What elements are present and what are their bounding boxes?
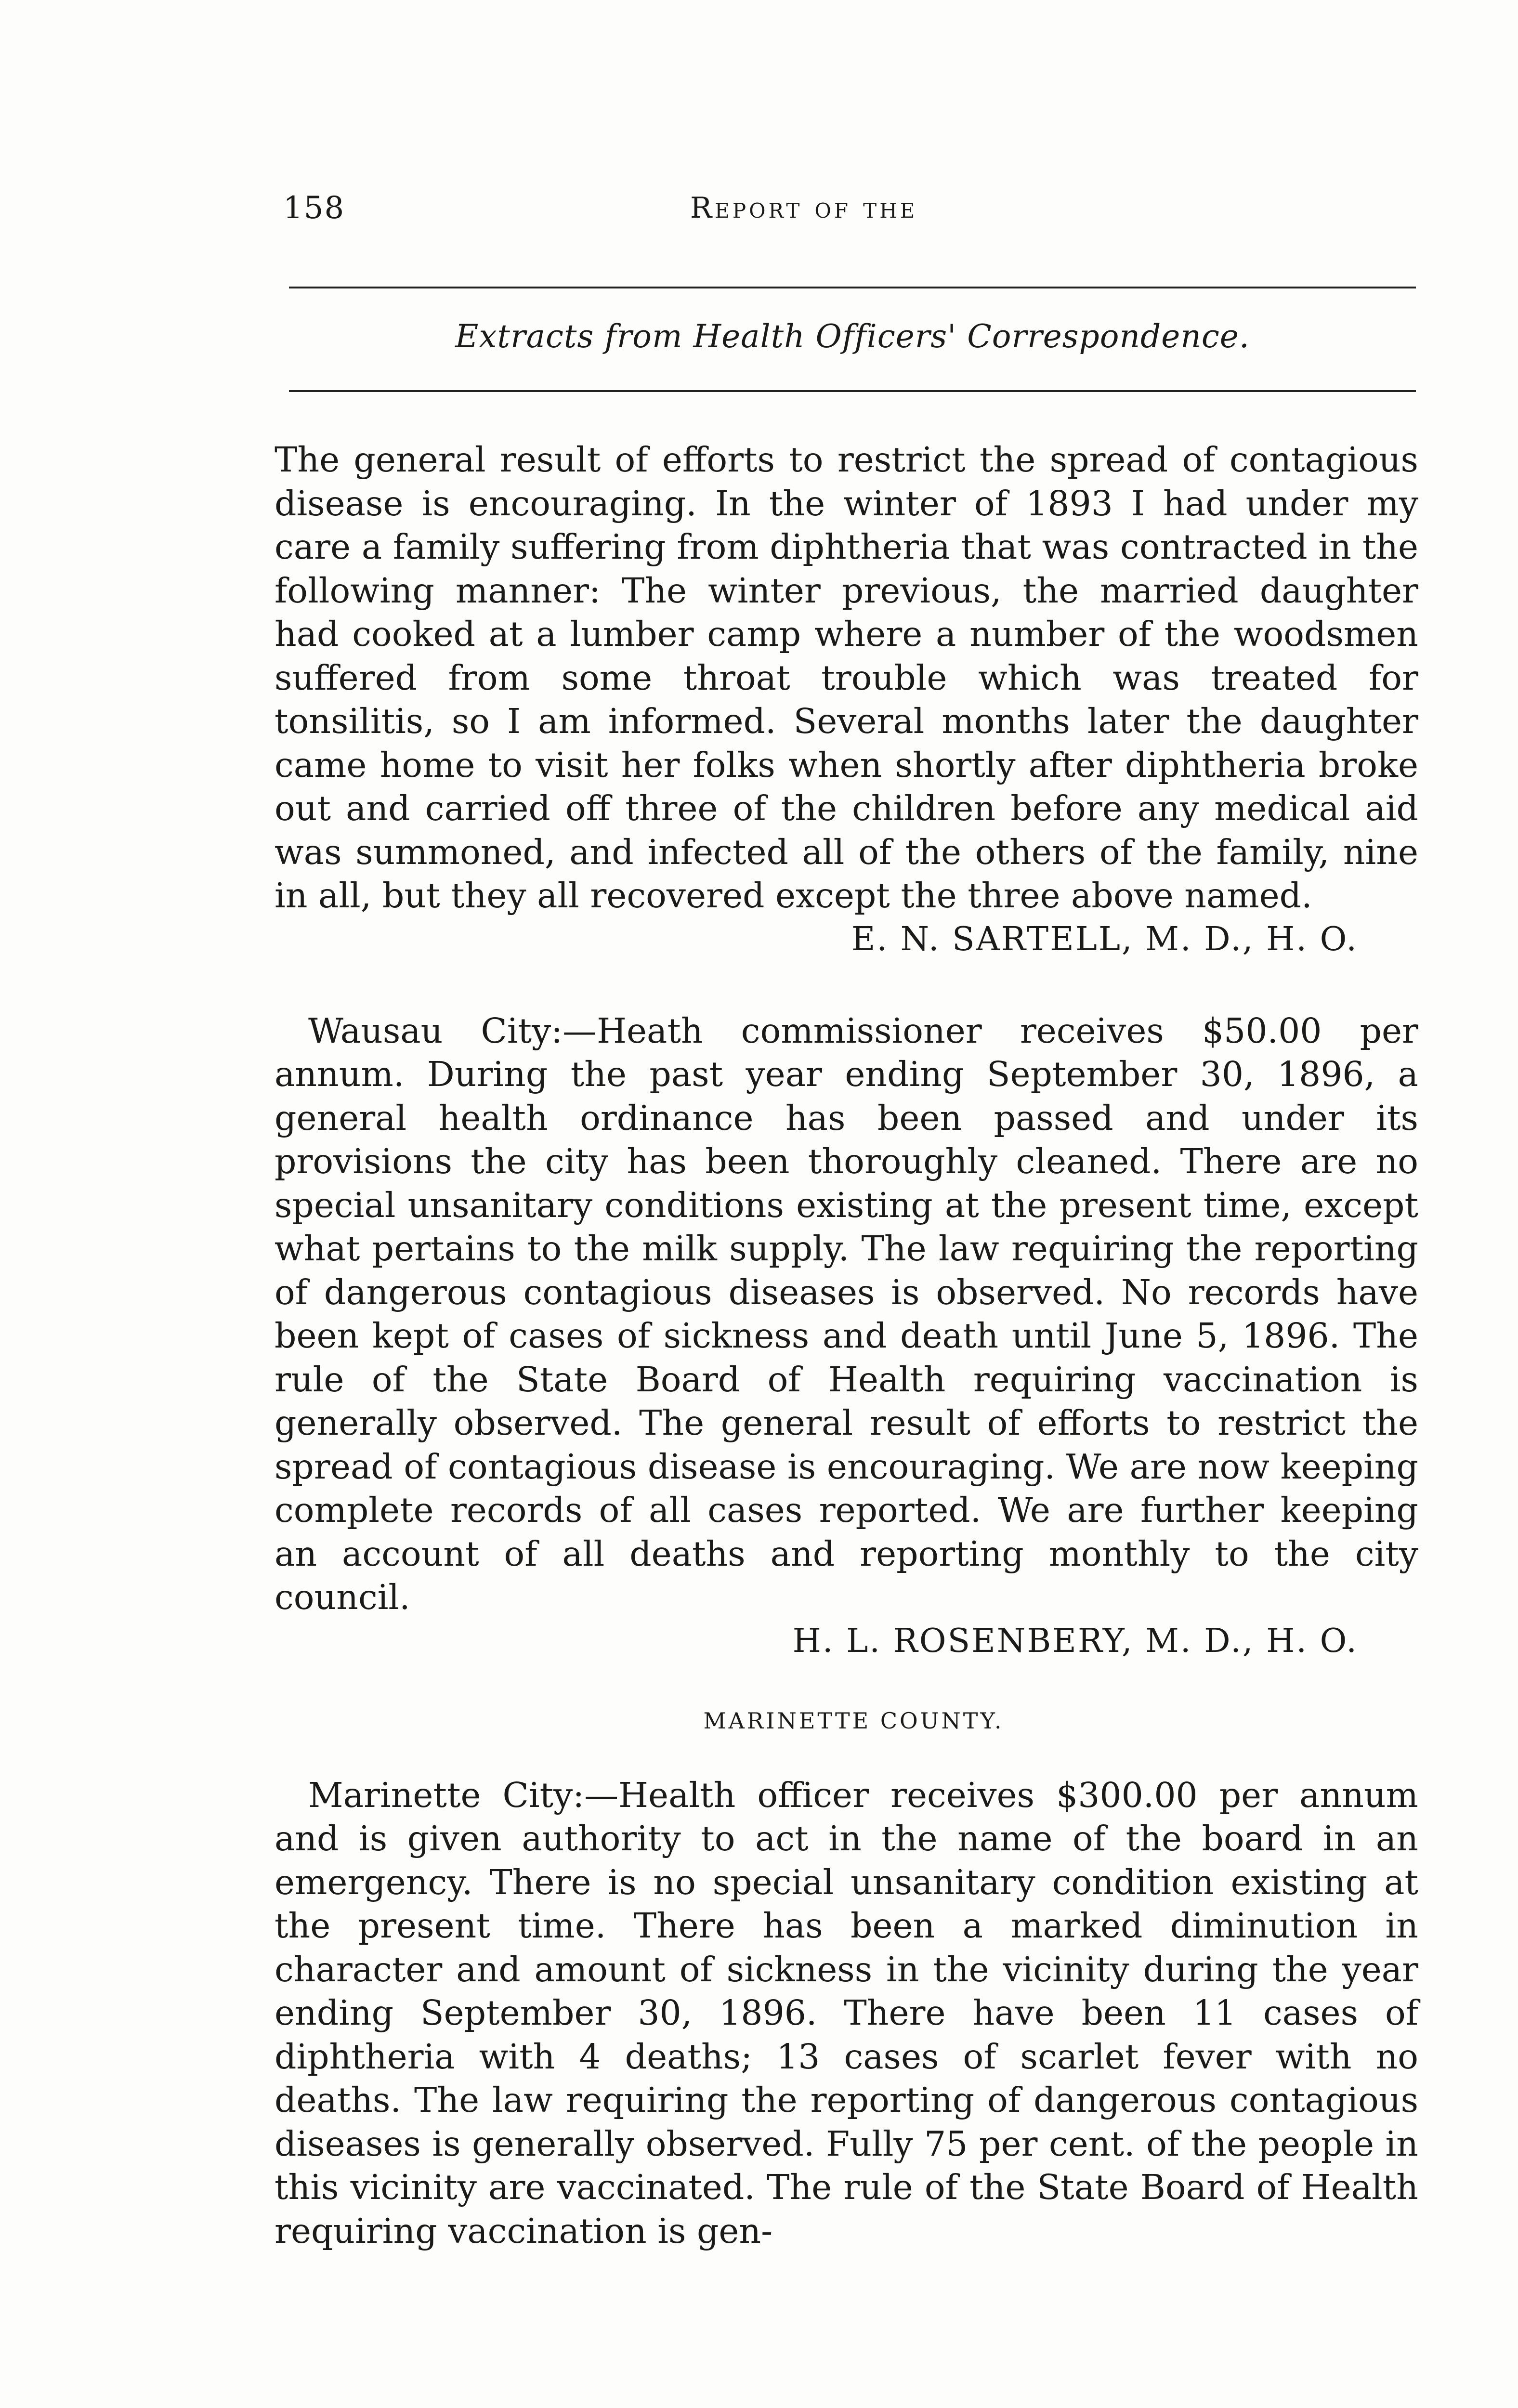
rosenbery-signature: H. L. ROSENBERY, M. D., H. O. [792, 1622, 1358, 1660]
page-number: 158 [283, 190, 345, 226]
marinette-city-paragraph: Marinette City:—Health officer receives $300.00 per annum and is given authority to act in the name of the board in an emergency. There is no special unsanitary condition existing at the present time. There has been a marked diminution in character and amount of sickness in the vicinity during the year ending September 30, 1896. There have been 11 cases of diphtheria with 4 deaths; 13 cases of scarlet fever with no deaths. The law requiring the reporting of dangerous contagious diseases is generally observed. Fully 75 per cent. of the people in this vicinity are vaccinated. The rule of the State Board of Health requiring vaccination is gen- [275, 1775, 1418, 2251]
sartell-signature: E. N. SARTELL, M. D., H. O. [851, 920, 1358, 958]
section-subhead: Extracts from Health Officers' Correspondence. [455, 318, 1250, 355]
section-spacer [275, 1663, 1418, 1706]
section-spacer [275, 1735, 1418, 1774]
marinette-county-heading: MARINETTE COUNTY. [703, 1707, 1004, 1734]
page-header [283, 190, 1420, 234]
wausau-city-paragraph: Wausau City:—Heath commissioner receives $50.00 per annum. During the past year ending September 30, 1896, a general health ordinance has been passed and under its provisions the city has been thoroughly cleaned. There are no special unsanitary conditions existing at the present time, except what pertains to the milk supply. The law requiring the reporting of dangerous contagious diseases is observed. No records have been kept of cases of sickness and death until June 5, 1896. The rule of the State Board of Health requiring vaccination is generally observed. The general result of efforts to restrict the spread of contagious disease is encouraging. We are now keeping complete records of all cases reported. We are further keeping an account of all deaths and reporting monthly to the city council. [275, 1010, 1418, 1617]
bottom-rule [289, 390, 1416, 392]
section-spacer [275, 961, 1418, 1009]
body-content [275, 438, 1418, 2253]
sartell-letter-paragraph: The general result of efforts to restrict the spread of contagious disease is encouraging. In the winter of 1893 I had under my care a family suffering from diphtheria that was contracted in the following manner: The winter previous, the married daughter had cooked at a lumber camp where a number of the woodsmen suffered from some throat trouble which was treated for tonsilitis, so I am informed. Several months later the daughter came home to visit her folks when shortly after diphtheria broke out and carried off three of the children before any medical aid was summoned, and infected all of the others of the family, nine in all, but they all recovered except the three above named. [275, 440, 1418, 916]
running-head: Report of the [690, 191, 918, 225]
top-rule [289, 287, 1416, 288]
